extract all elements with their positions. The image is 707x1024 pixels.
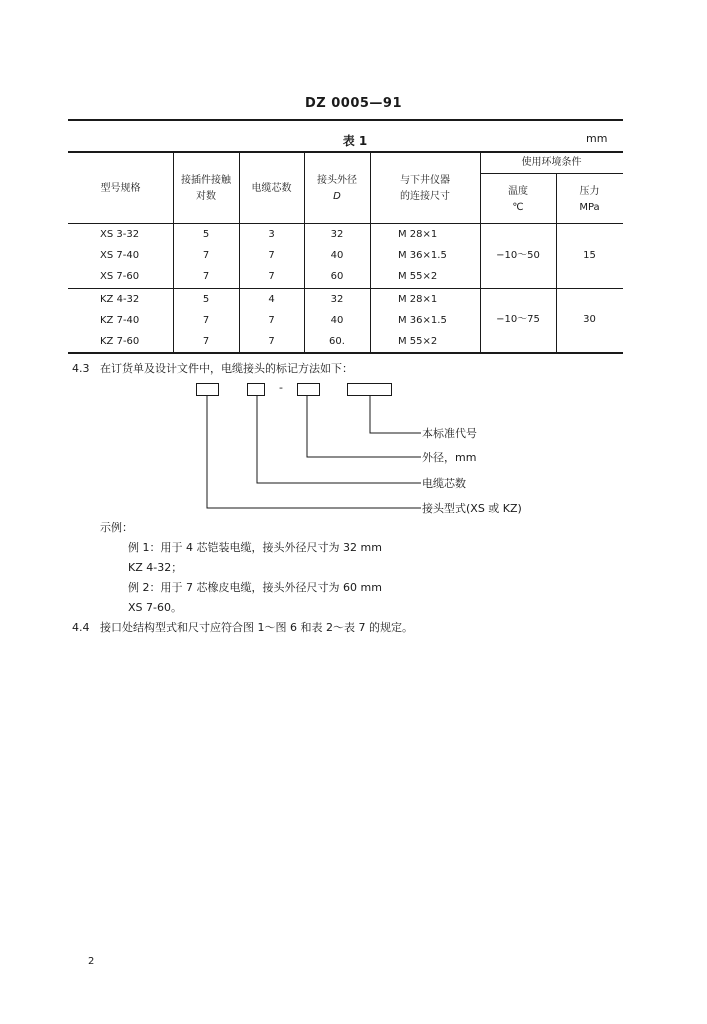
cell-temperature: −10～50: [496, 250, 540, 261]
cell-model: XS 3-32: [100, 229, 140, 240]
cell-pairs: 5: [202, 229, 210, 240]
section-4-4-number: 4.4: [72, 621, 90, 634]
cell-model: KZ 7-60: [100, 336, 140, 347]
header-temp-line1: 温度: [508, 186, 528, 197]
leader-diameter: [307, 396, 421, 457]
header-temp-line2: ℃: [512, 202, 524, 213]
leader-type: [207, 396, 421, 508]
section-4-3-number: 4.3: [72, 362, 90, 375]
section-4-4-text: 接口处结构型式和尺寸应符合图 1～图 6 和表 2～表 7 的规定。: [100, 621, 413, 634]
label-cable-cores: 电缆芯数: [422, 477, 466, 490]
standard-code-header: DZ 0005—91: [304, 96, 402, 111]
label-standard-code: 本标准代号: [422, 427, 477, 440]
cell-pressure: 30: [583, 314, 596, 325]
header-pairs-line1: 接插件接触: [181, 175, 231, 186]
cell-connection: M 28×1: [398, 294, 438, 305]
cell-cores: 7: [268, 250, 275, 261]
header-connection-line1: 与下井仪器: [400, 175, 450, 186]
cell-cores: 7: [268, 336, 275, 347]
marking-dash: -: [279, 381, 283, 394]
section-4-3-text: 在订货单及设计文件中，电缆接头的标记方法如下：: [100, 362, 353, 375]
examples-heading: 示例：: [100, 521, 133, 534]
cell-pairs: 7: [202, 271, 210, 282]
cell-diameter: 60.: [329, 336, 345, 347]
cell-cores: 3: [268, 229, 275, 240]
page-number: 2: [88, 956, 95, 967]
cell-diameter: 60: [330, 271, 344, 282]
header-connection-line2: 的连接尺寸: [400, 191, 450, 202]
cell-temperature: −10～75: [496, 314, 540, 325]
cell-diameter: 32: [330, 294, 344, 305]
example-2-text: 例 2：用于 7 芯橡皮电缆，接头外径尺寸为 60 mm: [128, 581, 382, 594]
example-1-code: KZ 4-32；: [128, 561, 183, 574]
header-model: 型号规格: [100, 183, 141, 194]
cell-model: XS 7-60: [100, 271, 140, 282]
cell-pairs: 5: [202, 294, 210, 305]
table-unit: mm: [586, 132, 608, 145]
cell-connection: M 55×2: [398, 336, 438, 347]
cell-connection: M 55×2: [398, 271, 438, 282]
cell-model: KZ 4-32: [100, 294, 140, 305]
cell-pairs: 7: [202, 315, 210, 326]
cell-diameter: 40: [330, 250, 344, 261]
header-diameter-line1: 接头外径: [317, 175, 357, 186]
header-cores: 电缆芯数: [251, 183, 292, 194]
cell-pairs: 7: [202, 250, 210, 261]
cell-diameter: 40: [330, 315, 344, 326]
label-connector-type: 接头型式(XS 或 KZ): [422, 502, 522, 515]
header-pairs-line2: 对数: [196, 191, 216, 202]
cell-cores: 7: [268, 315, 275, 326]
cell-model: XS 7-40: [100, 250, 140, 261]
table-caption: 表 1: [342, 134, 368, 148]
leader-standard: [370, 396, 421, 433]
cell-cores: 4: [268, 294, 275, 305]
example-2-code: XS 7-60。: [128, 601, 182, 614]
cell-connection: M 28×1: [398, 229, 438, 240]
cell-model: KZ 7-40: [100, 315, 140, 326]
header-pressure-line1: 压力: [579, 186, 600, 197]
cell-connection: M 36×1.5: [398, 315, 447, 326]
example-1-text: 例 1：用于 4 芯铠装电缆，接头外径尺寸为 32 mm: [128, 541, 382, 554]
header-diameter-line2: D: [333, 191, 341, 202]
label-outer-diameter: 外径，mm: [422, 451, 477, 464]
header-env: 使用环境条件: [521, 157, 582, 168]
cell-cores: 7: [268, 271, 275, 282]
cell-connection: M 36×1.5: [398, 250, 447, 261]
cell-diameter: 32: [330, 229, 344, 240]
cell-pressure: 15: [583, 250, 596, 261]
leader-cores: [257, 396, 421, 483]
header-pressure-line2: MPa: [579, 202, 600, 213]
cell-pairs: 7: [202, 336, 210, 347]
